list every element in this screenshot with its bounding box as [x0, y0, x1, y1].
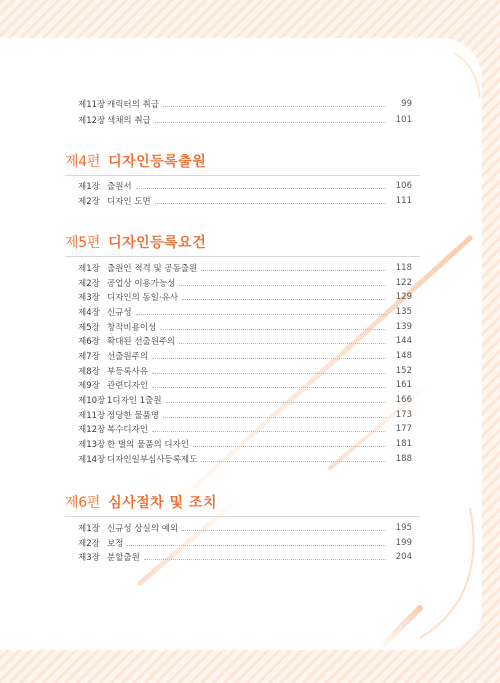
dot-leader	[179, 284, 386, 286]
chapter-title: 공업상 이용가능성	[107, 279, 176, 289]
chapter-number: 제12장	[78, 116, 106, 126]
chapter-title: 분할출원	[107, 553, 140, 563]
chapter-number: 제4장	[78, 308, 100, 318]
chapter-number: 제3장	[78, 553, 100, 563]
dot-leader	[182, 298, 386, 300]
chapter-number: 제1장	[78, 524, 100, 534]
dot-leader	[152, 386, 386, 388]
page-number: 135	[395, 307, 412, 317]
chapter-title: 신규성 상실의 예외	[107, 524, 179, 534]
page-number: 177	[395, 424, 412, 434]
chapter-number: 제11장	[78, 411, 106, 421]
chapter-title: 신규성	[107, 308, 132, 318]
toc-entry[interactable]	[78, 320, 412, 334]
dot-leader	[152, 372, 386, 374]
chapter-number: 제9장	[78, 381, 100, 391]
chapter-title: 캐릭터의 취급	[107, 100, 159, 110]
chapter-title: 보정	[107, 539, 124, 549]
toc-entry[interactable]	[78, 378, 412, 392]
chapter-title: 한 벌의 물품의 디자인	[107, 440, 190, 450]
toc-entry[interactable]	[78, 305, 412, 319]
chapter-title: 디자인의 동일·유사	[107, 293, 179, 303]
page-number: 161	[395, 380, 412, 390]
dot-leader	[201, 460, 386, 462]
page-number: 181	[395, 439, 412, 449]
chapter-title: 창작비용이성	[107, 323, 157, 333]
dot-leader	[182, 529, 386, 531]
toc-entry[interactable]	[78, 179, 412, 193]
dot-leader	[127, 544, 386, 546]
part-heading[interactable]	[65, 491, 217, 513]
chapter-title: 복수디자인	[107, 425, 149, 435]
page-number: 199	[395, 538, 412, 548]
part-number: 제6편	[65, 495, 101, 511]
chapter-number: 제1장	[78, 182, 100, 192]
page-number: 195	[395, 523, 412, 533]
chapter-title: 디자인 도면	[107, 197, 151, 207]
dot-leader	[160, 328, 386, 330]
chapter-number: 제14장	[78, 455, 106, 465]
page-number: 166	[395, 395, 412, 405]
chapter-number: 제3장	[78, 293, 100, 303]
dot-leader	[201, 269, 386, 271]
chapter-title: 정당한 물품명	[107, 411, 159, 421]
part-title: 디자인등록출원	[108, 154, 207, 170]
chapter-number: 제10장	[78, 396, 106, 406]
part-number: 제4편	[65, 154, 101, 170]
page-number: 122	[395, 278, 412, 288]
toc-entry[interactable]	[78, 261, 412, 275]
chapter-number: 제2장	[78, 197, 100, 207]
chapter-number: 제8장	[78, 367, 100, 377]
page-number: 99	[401, 99, 412, 109]
toc-entry[interactable]	[78, 113, 412, 127]
chapter-number: 제11장	[78, 100, 106, 110]
page-number: 111	[395, 196, 412, 206]
toc-entry[interactable]	[78, 364, 412, 378]
dot-leader	[136, 313, 386, 315]
chapter-number: 제2장	[78, 539, 100, 549]
toc-entry[interactable]	[78, 97, 412, 111]
chapter-title: 선출원주의	[107, 352, 149, 362]
toc-entry[interactable]	[78, 521, 412, 535]
dot-leader	[155, 121, 386, 123]
page-number: 139	[395, 322, 412, 332]
page-number: 173	[395, 410, 412, 420]
part-divider	[65, 516, 420, 517]
toc-entry[interactable]	[78, 393, 412, 407]
toc-entry[interactable]	[78, 334, 412, 348]
dot-leader	[166, 401, 386, 403]
toc-entry[interactable]	[78, 194, 412, 208]
toc-entry[interactable]	[78, 452, 412, 466]
part-title: 디자인등록요건	[108, 235, 207, 251]
page-sheet	[0, 38, 482, 650]
chapter-number: 제12장	[78, 425, 106, 435]
chapter-title: 색채의 취급	[107, 116, 151, 126]
page-number: 188	[395, 454, 412, 464]
dot-leader	[152, 430, 386, 432]
chapter-title: 확대된 선출원주의	[107, 337, 176, 347]
page-number: 152	[395, 366, 412, 376]
chapter-title: 디자인일부심사등록제도	[107, 455, 198, 465]
part-divider	[65, 175, 420, 176]
chapter-title: 1디자인 1출원	[107, 396, 162, 406]
chapter-title: 관련디자인	[107, 381, 149, 391]
toc-entry[interactable]	[78, 349, 412, 363]
toc-entry[interactable]	[78, 422, 412, 436]
chapter-number: 제2장	[78, 279, 100, 289]
toc-entry[interactable]	[78, 408, 412, 422]
chapter-title: 부등록사유	[107, 367, 149, 377]
page-number: 148	[395, 351, 412, 361]
page-number: 106	[395, 181, 412, 191]
toc-entry[interactable]	[78, 550, 412, 564]
dot-leader	[144, 558, 386, 560]
chapter-title: 출원서	[107, 182, 132, 192]
chapter-number: 제5장	[78, 323, 100, 333]
page-number: 101	[395, 115, 412, 125]
table-of-contents	[0, 38, 482, 650]
part-title: 심사절차 및 조치	[108, 495, 217, 511]
chapter-number: 제13장	[78, 440, 106, 450]
dot-leader	[136, 187, 386, 189]
page-number: 144	[395, 336, 412, 346]
page-number: 118	[395, 263, 412, 273]
part-heading[interactable]	[65, 231, 206, 253]
chapter-number: 제7장	[78, 352, 100, 362]
part-number: 제5편	[65, 235, 101, 251]
page-number: 204	[395, 552, 412, 562]
toc-entry[interactable]	[78, 276, 412, 290]
dot-leader	[152, 357, 386, 359]
page-number: 129	[395, 292, 412, 302]
dot-leader	[179, 342, 386, 344]
dot-leader	[193, 445, 386, 447]
chapter-title: 출원인 적격 및 공동출원	[107, 264, 198, 274]
dot-leader	[163, 105, 386, 107]
dot-leader	[163, 416, 386, 418]
toc-entry[interactable]	[78, 536, 412, 550]
dot-leader	[155, 202, 386, 204]
chapter-number: 제6장	[78, 337, 100, 347]
part-divider	[65, 256, 420, 257]
chapter-number: 제1장	[78, 264, 100, 274]
toc-entry[interactable]	[78, 290, 412, 304]
toc-entry[interactable]	[78, 437, 412, 451]
part-heading[interactable]	[65, 150, 206, 172]
